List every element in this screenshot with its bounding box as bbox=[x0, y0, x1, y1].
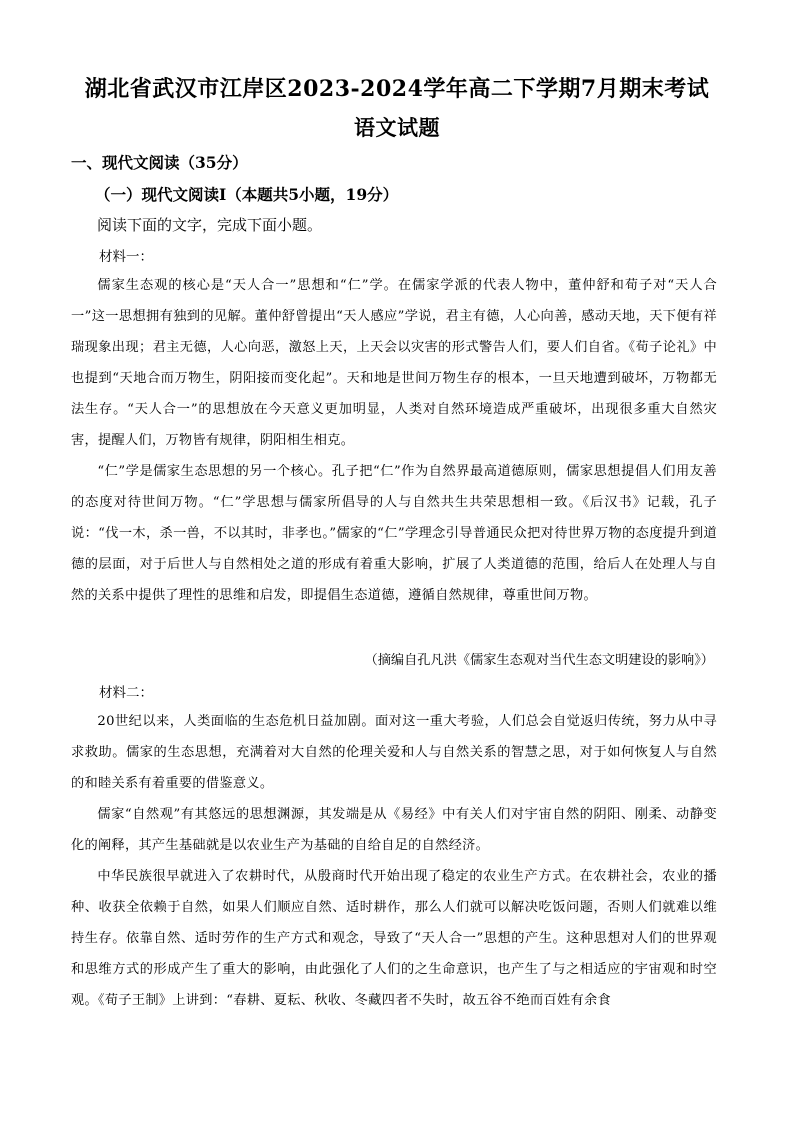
material1-paragraph: “仁”学是儒家生态思想的另一个核心。孔子把“仁”作为自然界最高道德原则，儒家思想提倡人们用友善的态度对待世间万物。“仁”学思想与儒家所倡导的人与自然共生共荣思想相一致。《后汉书》记载，孔子说：“伐一木，杀一兽，不以其时，非孝也。”儒家的“仁”学理念引导普通民众把对待世界万物的态度提升到道德的层面，对于后世人与自然相处之道的形成有着重大影响，扩展了人类道德的范围，给后人在处理人与自然的关系中提供了理性的思维和启发，即提倡生态道德，遵循自然规律，尊重世间万物。 bbox=[71, 464, 717, 603]
material2-body bbox=[71, 706, 717, 1016]
material1-body bbox=[71, 270, 717, 611]
material1-source: （摘编自孔凡洪《儒家生态观对当代生态文明建设的影响》） bbox=[364, 653, 714, 668]
material1-paragraph: 儒家生态观的核心是“天人合一”思想和“仁”学。在儒家学派的代表人物中，董仲舒和荀子对“天人合一”这一思想拥有独到的见解。董仲舒曾提出“天人感应”学说，君主有德，人心向善，感动天地，天下便有祥瑞现象出现；君主无德，人心向恶，激怒上天，上天会以灾害的形式警告人们，要人们自省。《荀子论礼》中也提到“天地合而万物生，阴阳接而变化起”。天和地是世间万物生存的根本，一旦天地遭到破坏，万物都无法生存。“天人合一”的思想放在今天意义更加明显，人类对自然环境造成严重破坏，出现很多重大自然灾害，提醒人们，万物皆有规律，阴阳相生相克。 bbox=[71, 278, 717, 448]
subsection-heading: （一）现代文阅读Ⅰ（本题共5小题，19分） bbox=[95, 185, 399, 204]
section-heading: 一、现代文阅读（35分） bbox=[71, 153, 248, 172]
material2-paragraph: 儒家“自然观”有其悠远的思想渊源，其发端是从《易经》中有关人们对宇宙自然的阴阳、刚柔、动静变化的阐释，其产生基础就是以农业生产为基础的自给自足的自然经济。 bbox=[71, 807, 717, 853]
material2-paragraph: 20世纪以来，人类面临的生态危机日益加剧。面对这一重大考验，人们总会自觉返归传统，努力从中寻求救助。儒家的生态思想，充满着对大自然的伦理关爱和人与自然关系的智慧之思，对于如何恢复人与自然的和睦关系有着重要的借鉴意义。 bbox=[71, 714, 717, 791]
material2-paragraph: 中华民族很早就进入了农耕时代，从殷商时代开始出现了稳定的农业生产方式。在农耕社会，农业的播种、收获全依赖于自然，如果人们顺应自然、适时耕作，那么人们就可以解决吃饭问题，否则人们就难以维持生存。依靠自然、适时劳作的生产方式和观念，导致了“天人合一”思想的产生。这种思想对人们的世界观和思维方式的形成产生了重大的影响，由此强化了人们的之生命意识，也产生了与之相适应的宇宙观和时空观。《荀子王制》上讲到：“春耕、夏耘、秋收、冬藏四者不失时，故五谷不绝而百姓有余食 bbox=[71, 869, 717, 1008]
material1-label: 材料一： bbox=[99, 249, 153, 265]
exam-title: 湖北省武汉市江岸区2023-2024学年高二下学期7月期末考试 bbox=[84, 76, 710, 102]
instruction-text: 阅读下面的文字，完成下面小题。 bbox=[97, 216, 323, 234]
material2-label: 材料二： bbox=[99, 685, 153, 701]
exam-subtitle: 语文试题 bbox=[354, 115, 440, 140]
